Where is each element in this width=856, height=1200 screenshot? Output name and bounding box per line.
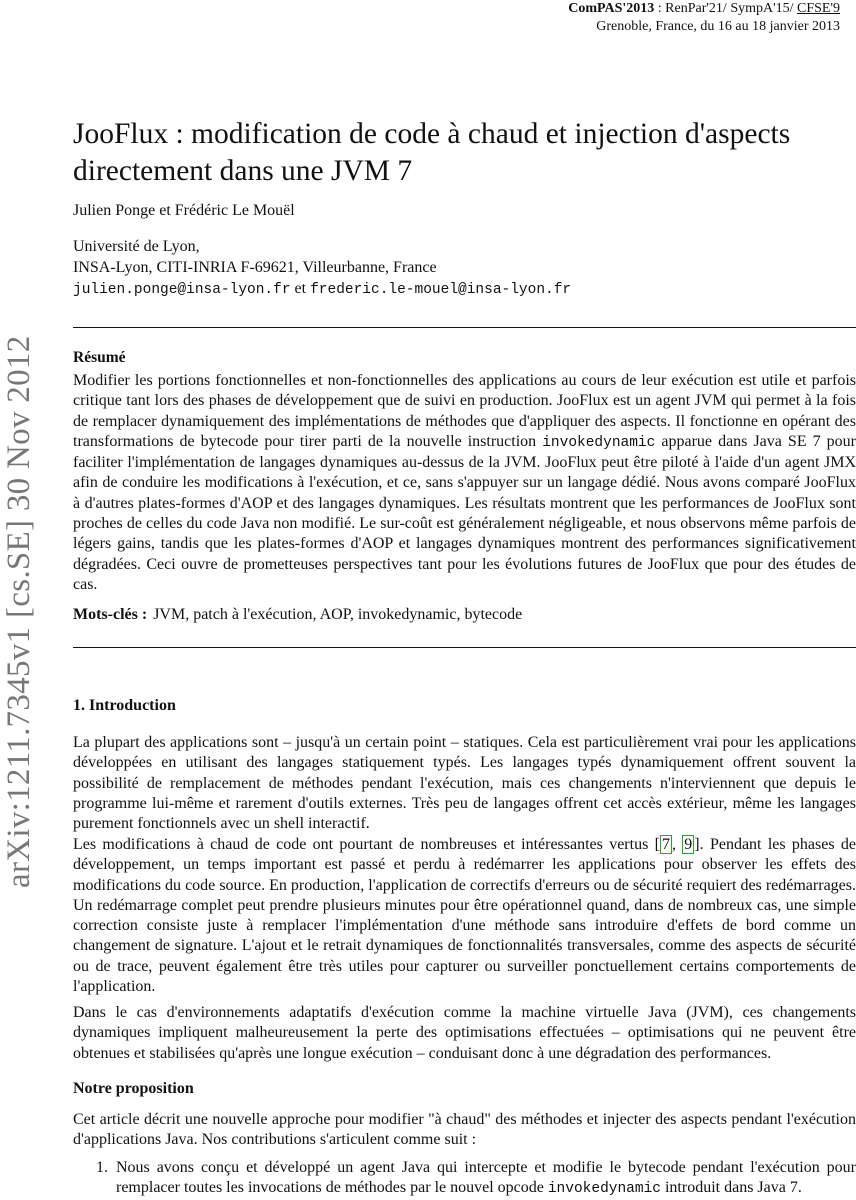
intro-paragraph-1: La plupart des applications sont – jusqu'à un certain point – statiques. Cela est particulièrement vrai pour les applications développées en utilisant des langages statiquement typés. Les langages typés dynamiquement offrent souvent la possibilité de remplacement de méthodes pendant l'exécution, mais ces changements n'interviennent que depuis le programme lui-même et rarement d'outils externes. Très peu de langages offrent cet accès extérieur, même les langages purement fonctionnels avec un shell interactif. [73, 734, 856, 833]
proposal-paragraph: Cet article décrit une nouvelle approche pour modifier "à chaud" des méthodes et injecter des aspects pendant l'exécution d'applications Java. Nos contributions s'articulent comme suit : [73, 1111, 856, 1149]
email-le-mouel[interactable]: frederic.le-mouel@insa-lyon.fr [310, 282, 572, 298]
intro-heading: 1. Introduction [73, 697, 176, 714]
list-item-code: invokedynamic [547, 1181, 661, 1198]
authors: Julien Ponge et Frédéric Le Mouël [73, 202, 295, 219]
keywords-text: JVM, patch à l'exécution, AOP, invokedynamic, bytecode [153, 606, 523, 623]
email-separator: et [290, 280, 311, 297]
affiliation [73, 236, 571, 301]
list-item-text-b: introduit dans Java 7. [660, 1179, 802, 1197]
citation-separator: , [671, 836, 683, 853]
cfse-link[interactable]: CFSE'9 [797, 1, 840, 16]
conference-header [568, 0, 840, 36]
abstract-heading: Résumé [73, 349, 126, 366]
arxiv-stamp: arXiv:1211.7345v1 [cs.SE] 30 Nov 2012 [1, 335, 37, 888]
intro-paragraph-2 [73, 835, 856, 997]
intro-paragraph-3: Dans le cas d'environnements adaptatifs d'exécution comme la machine virtuelle Java (JVM), ces changements dynamiques impliquent malheureusement la perte des optimisations effectuées – optimisations qui ne peuvent être obtenues et stabilisées qu'après une longue exécution – conduisant donc à une dégradation des performances. [73, 1004, 856, 1062]
conference-line-1 [568, 0, 840, 18]
proposal-heading: Notre proposition [73, 1080, 194, 1097]
list-item [116, 1158, 856, 1200]
conference-tracks: : RenPar'21/ SympA'15/ [654, 1, 798, 16]
emails [73, 278, 571, 301]
intro-p2-a: Les modifications à chaud de code ont pourtant de nombreuses et intéressantes vertus [ [73, 836, 660, 853]
paper-title: JooFlux : modification de code à chaud et injection d'aspects directement dans une JVM 7 [73, 118, 791, 187]
intro-p2-b: ]. Pendant les phases de développement, un temps important est passé et perdu à redémarrer les applications pour observer les effets des modifications du code source. En production, l'application de correctifs d'erreurs ou de sécurité requiert des redémarrages. Un redémarrage complet peut prendre plusieurs minutes pour être opérationnel quand, dans de nombreux cas, une simple correction consiste juste à remplacer l'implémentation d'une méthode sans introduire d'effets de bord comme un changement de signature. L'ajout et le retrait dynamiques de fonctionnalités transversales, comme des aspects de sécurité ou de trace, peuvent également être très utiles pour capturer ou surveiller ponctuellement certains comportements de l'application. [73, 836, 856, 996]
abstract-text [73, 371, 856, 595]
abstract-code: invokedynamic [542, 434, 656, 451]
keywords-label: Mots-clés : [73, 606, 148, 623]
bottom-rule [73, 647, 856, 648]
abstract-text-b: apparue dans Java SE 7 pour faciliter l'implémentation de langages dynamiques au-dessus de la JVM. JooFlux peut être piloté à l'aide d'un agent JMX afin de conduire les modifications à l'exécution, et ce, sans s'appuyer sur un langage dédié. Nous avons comparé JooFlux à d'autres plates-formes d'AOP et des langages dynamiques. Les résultats montrent que les performances de JooFlux sont proches de celles du code Java non modifié. Le sur-coût est généralement négligeable, et nous observons même parfois de légers gains, tandis que les plates-formes d'AOP et langages dynamiques montrent des performances significativement dégradées. Ceci ouvre de prometteuses perspectives tant pour les évolutions futures de JooFlux que pour des études de cas. [73, 432, 856, 593]
email-ponge[interactable]: julien.ponge@insa-lyon.fr [73, 282, 291, 298]
list-item-number: 1. [96, 1159, 108, 1176]
citation-7[interactable]: 7 [661, 836, 670, 853]
keywords [73, 606, 522, 624]
top-rule [73, 327, 856, 328]
list-item-text-a: Nous avons conçu et développé un agent Java qui intercepte et modifie le bytecode pendant l'exécution pour remplacer toutes les invocations de méthodes par le nouvel opcode [116, 1159, 856, 1197]
citation-9[interactable]: 9 [684, 836, 693, 853]
conference-location: Grenoble, France, du 16 au 18 janvier 2013 [596, 19, 840, 34]
abstract-text-a: Modifier les portions fonctionnelles et non-fonctionnelles des applications au cours de leur exécution est utile et parfois critique tant lors des phases de développement que de suivi en production. JooFlux est un agent JVM qui permet à la fois de remplacer dynamiquement des implémentations de méthodes que d'appliquer des aspects. Il fonctionne en opérant des transformations de bytecode pour tirer parti de la nouvelle instruction [73, 372, 856, 450]
lab-address: INSA-Lyon, CITI-INRIA F-69621, Villeurbanne, France [73, 259, 437, 276]
conference-name: ComPAS'2013 [568, 1, 655, 16]
university: Université de Lyon, [73, 238, 200, 255]
